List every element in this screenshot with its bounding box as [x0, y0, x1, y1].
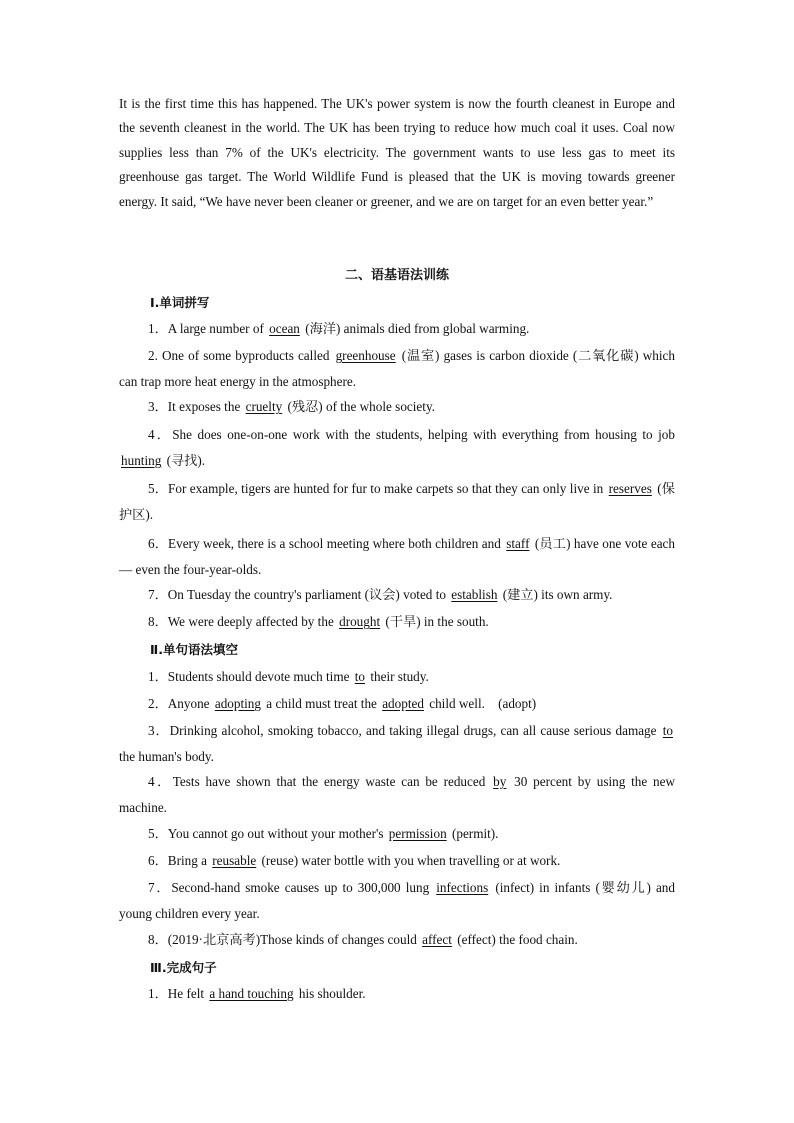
answer: to [354, 669, 366, 684]
passage-paragraph [119, 92, 675, 214]
exercise-item: 8．(2019·北京高考)Those kinds of changes could affect (effect) the food chain. [148, 932, 578, 947]
exercise-item: 4．She does one-on-one work with the students, helping with everything from housing to job hunting (寻找). [121, 427, 675, 468]
answer: ocean [269, 321, 300, 336]
section-title-grammar: Ⅱ.单句语法填空 [150, 642, 238, 657]
answer: greenhouse [335, 348, 396, 363]
exercise-item: 3．Drinking alcohol, smoking tobacco, and taking illegal drugs, can all cause serious damage to the human's body. [119, 723, 673, 764]
exercise-item: 7．Second-hand smoke causes up to 300,000 lung infections (infect) in infants (婴幼儿) and young children every year. [119, 880, 675, 921]
exercise-item: 1．Students should devote much time to their study. [148, 669, 429, 684]
answer: permission [388, 826, 447, 841]
answer: establish [451, 587, 498, 602]
answer: cruelty [245, 399, 283, 414]
answer: infections [436, 880, 489, 895]
answer: to [662, 723, 673, 738]
exercise-item: 4．Tests have shown that the energy waste can be reduced by 30 percent by using the new machine. [119, 774, 675, 815]
passage-text: It is the first time this has happened. The UK's power system is now the fourth cleanest in Europe and the seventh cleanest in the world. The UK has been trying to reduce how much coal it uses. Coal now supplies less than 7% of the UK's electricity. The government wants to use less gas to meet its greenhouse gas target. The World Wildlife Fund is pleased that the UK is moving towards greener energy. It said, “We have never been cleaner or greener, and we are on target for an even better year.” [119, 96, 675, 209]
answer: drought [339, 614, 381, 629]
exercise-item: 5．You cannot go out without your mother's permission (permit). [148, 826, 499, 841]
answer: staff [506, 536, 530, 551]
answer: reusable [212, 853, 257, 868]
exercise-item: 8．We were deeply affected by the drought (干旱) in the south. [148, 614, 489, 629]
exercise-item: 1．He felt a hand touching his shoulder. [148, 986, 366, 1001]
answer: adopting [214, 696, 261, 711]
exercise-item: 5．For example, tigers are hunted for fur to make carpets so that they can only live in reserves (保护区). [119, 481, 675, 522]
section-title-complete-sentences: Ⅲ.完成句子 [150, 960, 217, 975]
answer: a hand touching [209, 986, 294, 1001]
section-title-spelling: Ⅰ.单词拼写 [150, 295, 210, 310]
exercise-item: 2. One of some byproducts called greenhouse (温室) gases is carbon dioxide (二氧化碳) which can trap more heat energy in the atmosphere. [119, 348, 675, 389]
exercise-item: 6．Bring a reusable (reuse) water bottle with you when travelling or at work. [148, 853, 561, 868]
exercise-item: 3．It exposes the cruelty (残忍) of the whole society. [148, 399, 435, 414]
answer: hunting [121, 453, 162, 468]
exercise-item: 2．Anyone adopting a child must treat the adopted child well. (adopt) [148, 696, 537, 711]
exercise-item: 6．Every week, there is a school meeting where both children and staff (员工) have one vote each — even the four-year-olds. [119, 536, 675, 577]
exercise-item: 1．A large number of ocean (海洋) animals died from global warming. [148, 321, 530, 336]
answer: by [493, 774, 507, 789]
answer: adopted [382, 696, 424, 711]
answer: affect [422, 932, 452, 947]
answer: reserves [608, 481, 652, 496]
exercise-item: 7．On Tuesday the country's parliament (议会) voted to establish (建立) its own army. [148, 587, 613, 602]
section-heading: 二、语基语法训练 [344, 268, 449, 283]
